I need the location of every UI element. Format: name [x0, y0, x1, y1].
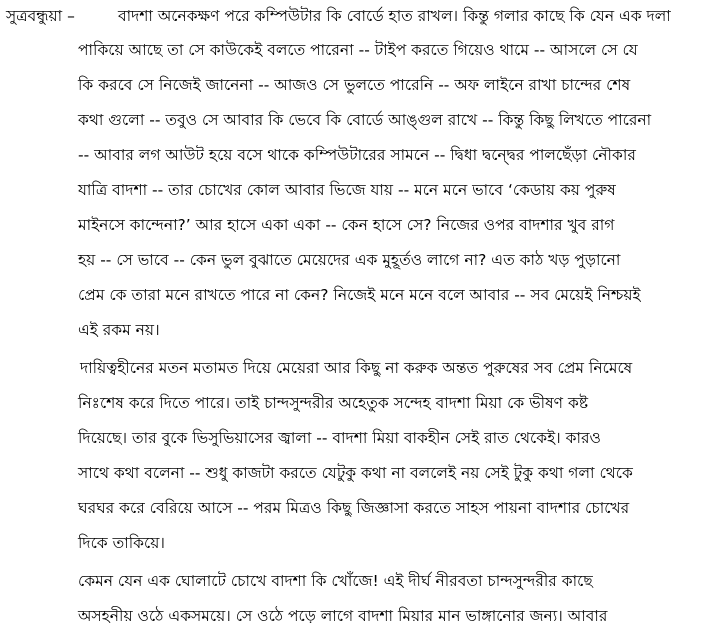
- text-line: দায়িত্বহীনের মতন মতামত দিয়ে মেয়েরা আর কিছু না করুক অন্তত পুরুষের সব প্রেম নিমেষে: [80, 359, 633, 377]
- text-line: মাইনসে কান্দেনা?’ আর হাসে একা একা -- কেন হাসে সে? নিজের ওপর বাদশার খুব রাগ: [78, 216, 615, 234]
- text-line: দিয়েছে। তার বুকে ভিসুভিয়াসের জ্বালা -- বাদশা মিয়া বাকহীন সেই রাত থেকেই। কারও: [78, 429, 601, 447]
- text-line: যাত্রি বাদশা -- তার চোখের কোল আবার ভিজে যায় -- মনে মনে ভাবে ‘কেডায় কয় পুরুষ: [78, 181, 616, 199]
- text-line: সাথে কথা বলেনা -- শুধু কাজটা করতে যেটুকু কথা না বললেই নয় সেই টুকু কথা গলা থেকে: [78, 464, 633, 482]
- speaker-label: সুত্রবন্ধুয়া –: [6, 7, 75, 25]
- text-line: কথা গুলো -- তবুও সে আবার কি ভেবে কি বোর্ডে আঙ্গুল রাখে -- কিন্তু কিছু লিখতে পারেনা: [78, 111, 652, 129]
- text-line: ঘরঘর করে বেরিয়ে আসে -- পরম মিত্রও কিছু জিজ্ঞাসা করতে সাহস পায়না বাদশার চোখের: [78, 499, 630, 517]
- text-line: নিঃশেষ করে দিতে পারে। তাই চান্দসুন্দরীর অহেতুক সন্দেহ বাদশা মিয়া কে ভীষণ কষ্ট: [78, 394, 589, 412]
- text-line: দিকে তাকিয়ে।: [78, 534, 165, 552]
- text-line: হয় -- সে ভাবে -- কেন ভুল বুঝাতে মেয়েদের এক মুহূর্তও লাগে না? এত কাঠ খড় পুড়ানো: [78, 251, 621, 269]
- text-line: কি করবে সে নিজেই জানেনা -- আজও সে ভুলতে পারেনি -- অফ লাইনে রাখা চান্দের শেষ: [78, 76, 631, 94]
- text-line: প্রেম কে তারা মনে রাখতে পারে না কেন? নিজেই মনে মনে বলে আবার -- সব মেয়েই নিশ্চয়ই: [78, 286, 641, 304]
- text-line: -- আবার লগ আউট হয়ে বসে থাকে কম্পিউটারের সামনে -- দ্বিধা দ্বন্দ্বের পালছেঁড়া নৌকার: [78, 146, 636, 164]
- text-line: বাদশা অনেকক্ষণ পরে কম্পিউটার কি বোর্ডে হাত রাখল। কিন্তু গলার কাছে কি যেন এক দলা: [118, 7, 671, 25]
- text-line: কেমন যেন এক ঘোলাটে চোখে বাদশা কি খোঁজে! এই দীর্ঘ নীরবতা চান্দসুন্দরীর কাছে: [78, 572, 593, 590]
- text-line: অসহনীয় ওঠে একসময়ে। সে ওঠে পড়ে লাগে বাদশা মিয়ার মান ভাঙ্গানোর জন্য। আবার: [78, 607, 608, 625]
- text-line: পাকিয়ে আছে তা সে কাউকেই বলতে পারেনা -- টাইপ করতে গিয়েও থামে -- আসলে সে যে: [78, 41, 638, 59]
- text-line: এই রকম নয়।: [78, 321, 160, 339]
